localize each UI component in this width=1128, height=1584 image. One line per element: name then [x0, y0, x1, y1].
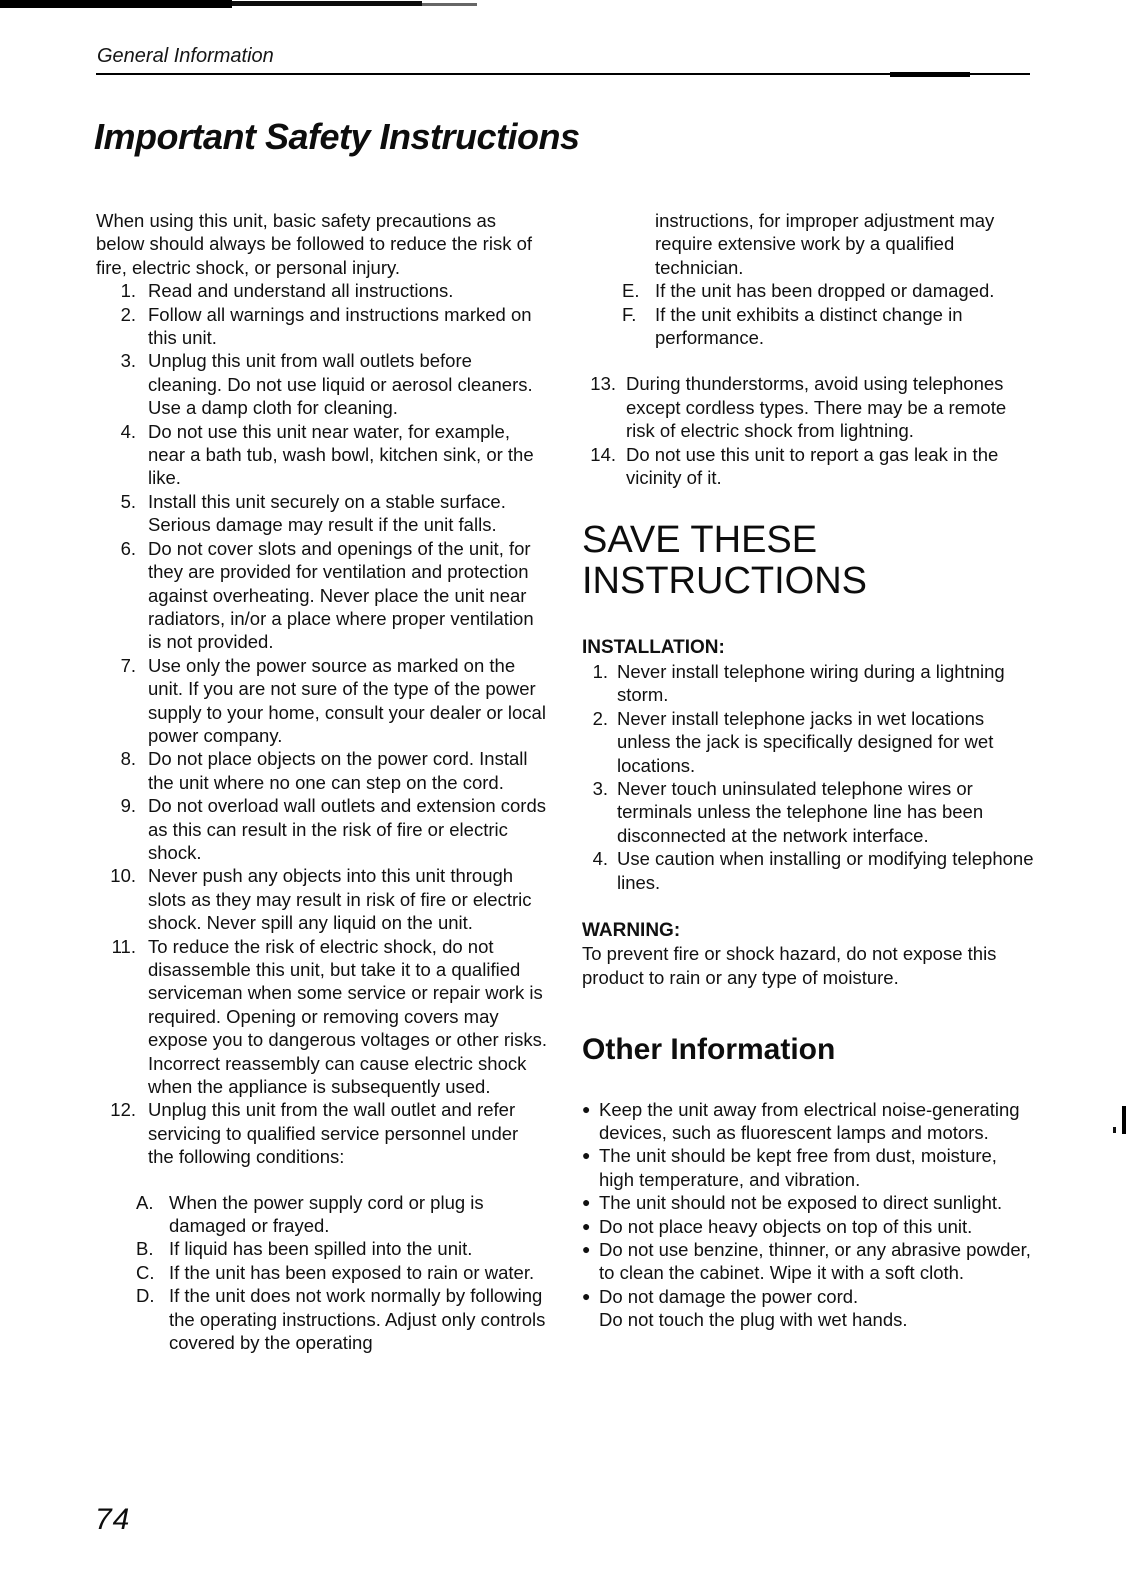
sub-list-item [136, 1191, 548, 1238]
item-letter: C. [136, 1261, 155, 1283]
item-text: During thunderstorms, avoid using telephones except cordless types. There may be a remote risk of electric shock from lightning. [626, 373, 1007, 442]
other-information-list [582, 1098, 1034, 1332]
item-text: To reduce the risk of electric shock, do not disassemble this unit, but take it to a qualified serviceman when some service or repair work is required. Opening or removing covers may expose you to dangerous voltages or other risks. Incorrect reassembly can cause electric shock when the appliance is subsequently used. [148, 935, 548, 1098]
left-column [96, 209, 548, 1355]
item-text: If the unit exhibits a distinct change in performance. [655, 303, 963, 349]
warning-heading: WARNING: [582, 919, 681, 941]
sub-list-item [136, 1237, 548, 1260]
item-text: If the unit has been exposed to rain or water. [169, 1261, 535, 1283]
list-item [582, 660, 1034, 707]
item-text: If liquid has been spilled into the unit. [169, 1238, 473, 1260]
item-text: When the power supply cord or plug is damaged or frayed. [169, 1191, 484, 1237]
sub-list-item [136, 1284, 548, 1354]
sub-list-item [622, 279, 1034, 302]
list-item [96, 303, 548, 350]
item-text: Do not use this unit to report a gas leak in the vicinity of it. [626, 443, 999, 489]
item-number: 11. [111, 935, 136, 957]
item-text: Follow all warnings and instructions marked on this unit. [148, 303, 532, 349]
list-item [96, 864, 548, 934]
bullet-item [582, 1191, 1034, 1214]
list-item [96, 794, 548, 864]
bullet-item [582, 1215, 1034, 1238]
item-text: Do not use this unit near water, for example, near a bath tub, wash bowl, kitchen sink, or the like. [148, 420, 534, 489]
bullet-text: Do not use benzine, thinner, or any abrasive powder, to clean the cabinet. Wipe it with a soft cloth. [599, 1239, 1031, 1284]
item-number: 6. [120, 537, 136, 559]
scan-artifact-top-bar-3 [422, 3, 477, 6]
list-item [96, 1098, 548, 1168]
item-number: 7. [120, 654, 136, 676]
item-number: 5. [120, 490, 136, 512]
bullet-item [582, 1144, 1034, 1191]
list-item [582, 372, 1034, 442]
list-item [96, 747, 548, 794]
list-item [96, 349, 548, 419]
item-text: Use only the power source as marked on the unit. If you are not sure of the type of the power supply to your home, consult your dealer or local power company. [148, 654, 546, 746]
item-number: 1. [120, 280, 136, 302]
list-item [96, 490, 548, 537]
item-text: Use caution when installing or modifying telephone lines. [617, 848, 1034, 893]
bullet-icon: ● [582, 1100, 591, 1117]
item-number: 2. [592, 707, 608, 729]
scan-artifact-top-bar [0, 0, 232, 8]
list-item [96, 420, 548, 490]
item-text: Install this unit securely on a stable surface. Serious damage may result if the unit falls. [148, 490, 506, 536]
installation-heading: INSTALLATION: [582, 637, 725, 659]
item-letter: F. [622, 303, 637, 325]
bullet-icon: ● [582, 1147, 591, 1164]
list-item [96, 279, 548, 302]
condition-sub-list-continued [582, 279, 1034, 349]
item-number: 13. [590, 373, 616, 395]
list-item [96, 537, 548, 654]
item-number: 8. [120, 748, 136, 770]
item-text: Never push any objects into this unit through slots as they may result in risk of fire or electric shock. Never spill any liquid on the unit. [148, 865, 532, 934]
item-letter: B. [136, 1238, 154, 1260]
item-text: Never touch uninsulated telephone wires or terminals unless the telephone line has been disconnected at the network interface. [617, 777, 984, 846]
sub-list-item [136, 1261, 548, 1284]
item-text: If the unit has been dropped or damaged. [655, 280, 995, 302]
item-text: Never install telephone jacks in wet locations unless the jack is specifically designed for wet locations. [617, 707, 994, 776]
sub-list-item [622, 303, 1034, 350]
bullet-icon: ● [582, 1194, 591, 1211]
bullet-text: Do not place heavy objects on top of this unit. [599, 1215, 973, 1237]
item-number: 3. [592, 777, 608, 799]
bullet-item [582, 1285, 1034, 1308]
bullet-icon: ● [582, 1217, 591, 1234]
page-title: Important Safety Instructions [94, 116, 580, 157]
scan-artifact-right-dot [1113, 1127, 1116, 1133]
header-rule-blot [890, 72, 970, 77]
installation-list [582, 660, 1034, 894]
item-number: 14. [590, 443, 616, 465]
item-number: 2. [120, 303, 136, 325]
bullet-icon: ● [582, 1287, 591, 1304]
item-number: 10. [110, 865, 136, 887]
item-text: Do not overload wall outlets and extension cords as this can result in the risk of fire or electric shock. [148, 795, 546, 863]
item-text: Unplug this unit from wall outlets before cleaning. Do not use liquid or aerosol cleaners. Use a damp cloth for cleaning. [148, 350, 533, 419]
bullet-text: The unit should be kept free from dust, moisture, high temperature, and vibration. [599, 1145, 997, 1190]
intro-paragraph: When using this unit, basic safety precautions as below should always be followed to reduce the risk of fire, electric shock, or personal injury. [96, 210, 533, 278]
bullet-text: Keep the unit away from electrical noise-generating devices, such as fluorescent lamps and motors. [599, 1098, 1020, 1143]
page-number: 74 [95, 1503, 131, 1536]
bullet-item [582, 1098, 1034, 1145]
item-text: If the unit does not work normally by following the operating instructions. Adjust only controls covered by the operating [169, 1285, 546, 1354]
item-text: Never install telephone wiring during a lightning storm. [617, 660, 1005, 706]
bullet-text: The unit should not be exposed to direct sunlight. [599, 1192, 1003, 1214]
bullet-icon: ● [582, 1241, 591, 1257]
item-text: Unplug this unit from the wall outlet and refer servicing to qualified service personnel under the following conditions: [148, 1099, 519, 1168]
item-text: Read and understand all instructions. [148, 280, 454, 302]
list-item [582, 777, 1034, 847]
item-text: Do not place objects on the power cord. Install the unit where no one can step on the cord. [148, 748, 528, 793]
item-number: 4. [592, 848, 608, 870]
item-number: 1. [592, 660, 608, 682]
item-number: 12. [110, 1099, 136, 1121]
warning-text: To prevent fire or shock hazard, do not expose this product to rain or any type of moisture. [582, 943, 997, 988]
save-instructions-heading: SAVE THESE INSTRUCTIONS [582, 519, 867, 603]
other-information-heading: Other Information [582, 1033, 836, 1067]
scan-artifact-top-bar-2 [232, 1, 422, 6]
safety-list-continued [582, 372, 1034, 489]
item-letter: E. [622, 280, 640, 302]
condition-sub-list [96, 1191, 548, 1355]
list-item [582, 847, 1034, 894]
list-item [582, 443, 1034, 490]
list-item [96, 654, 548, 748]
item-number: 9. [120, 795, 136, 817]
item-number: 3. [120, 350, 136, 372]
bullet-text: Do not damage the power cord. [599, 1285, 859, 1307]
right-column [582, 209, 1034, 1355]
bullet-note-text: Do not touch the plug with wet hands. [599, 1309, 908, 1331]
running-header: General Information [97, 45, 274, 67]
safety-list [96, 279, 548, 1168]
item-number: 4. [120, 420, 136, 442]
two-column-body [96, 209, 1034, 1355]
bullet-item [582, 1238, 1034, 1285]
scan-artifact-right-edge [1122, 1106, 1126, 1134]
continuation-paragraph: instructions, for improper adjustment may require extensive work by a qualified technician. [655, 210, 995, 278]
item-text: Do not cover slots and openings of the unit, for they are provided for ventilation and protection against overheating. Never place the unit near radiators, in/or a place where proper ventilation is not provided. [148, 537, 534, 653]
item-letter: A. [136, 1191, 154, 1213]
list-item [582, 707, 1034, 777]
list-item [96, 935, 548, 1099]
item-letter: D. [136, 1285, 155, 1307]
